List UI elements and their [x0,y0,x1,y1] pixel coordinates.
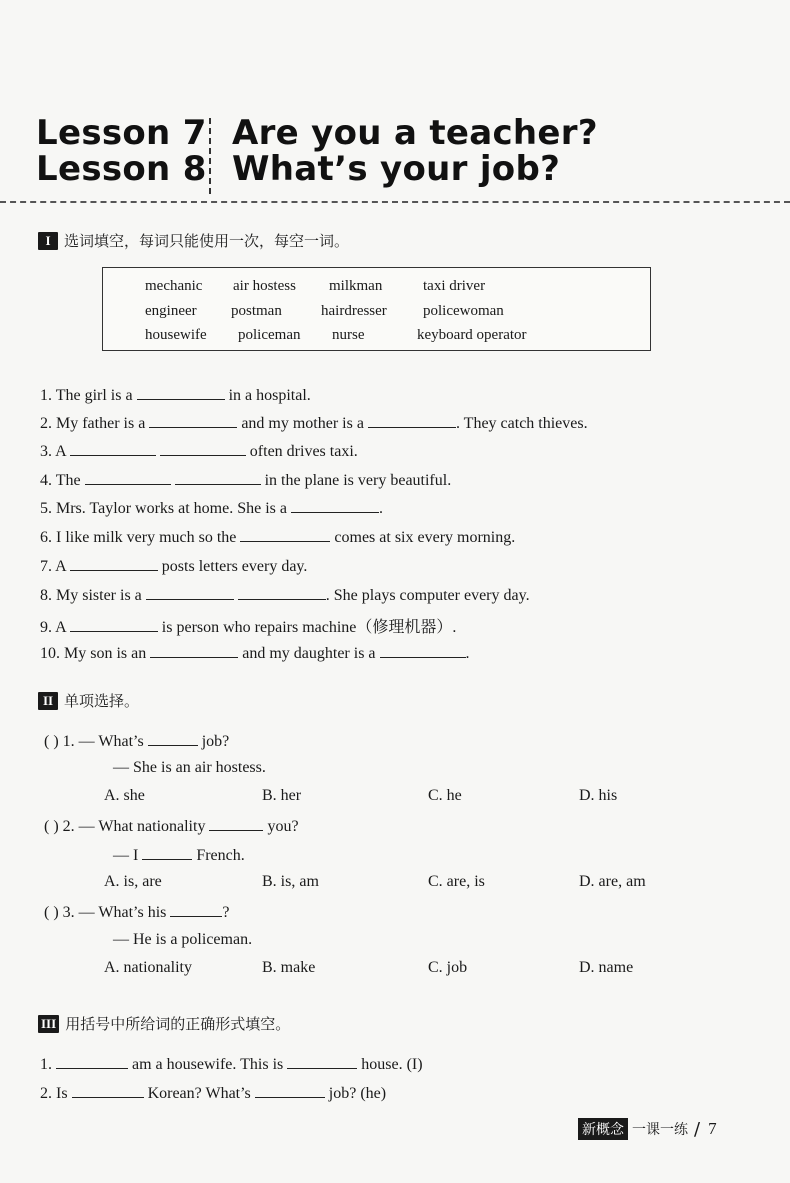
answer-blank[interactable] [70,441,156,456]
word-item: hairdresser [321,303,387,319]
mc-option[interactable]: A. nationality [104,959,192,976]
answer-blank[interactable] [142,845,192,860]
mc-option[interactable]: B. is, am [262,873,319,890]
mc-response-1: — She is an air hostess. [113,759,266,776]
mc-option[interactable]: C. are, is [428,873,485,890]
answer-blank[interactable] [146,585,234,600]
word-item: keyboard operator [417,327,527,343]
lesson-8-title: What’s your job? [232,149,561,189]
page-footer [578,1118,717,1140]
word-item: postman [231,303,282,319]
answer-blank[interactable] [175,470,261,485]
word-item: mechanic [145,278,203,294]
word-bank [102,267,651,351]
fill-item-10: 10. My son is an and my daughter is a . [40,645,470,662]
mc-option[interactable]: C. he [428,787,462,804]
word-item: housewife [145,327,207,343]
section-3-heading [38,1013,290,1034]
word-item: taxi driver [423,278,486,294]
fill-item-1: 1. The girl is a in a hospital. [40,387,311,404]
mc-question-2: ( ) 2. — What nationality you? [44,818,299,835]
mc-option[interactable]: D. his [579,787,618,804]
header-divider [0,201,790,203]
section-1-heading [38,230,349,251]
mc-option[interactable]: B. her [262,787,302,804]
word-item: policewoman [423,303,504,319]
lesson-7-title: Are you a teacher? [232,113,598,153]
answer-blank[interactable] [287,1054,357,1069]
mc-question-1: ( ) 1. — What’s job? [44,733,230,750]
fill-item-4: 4. The in the plane is very beautiful. [40,472,452,489]
section-2-heading [38,690,139,711]
title-divider [209,118,211,194]
answer-blank[interactable] [368,413,456,428]
series-label: 一课一练 [632,1122,688,1138]
mc-option[interactable]: D. name [579,959,634,976]
fill-item-7: 7. A posts letters every day. [40,558,308,575]
answer-blank[interactable] [209,816,263,831]
fill-item-8: 8. My sister is a . She plays computer every day. [40,587,530,604]
word-item: milkman [329,278,383,294]
word-item: policeman [238,327,301,343]
mc-option[interactable]: B. make [262,959,316,976]
answer-blank[interactable] [56,1054,128,1069]
form-item-2: 2. Is Korean? What’s job? (he) [40,1085,387,1102]
lesson-7-label: Lesson 7 [36,113,207,153]
answer-blank[interactable] [255,1083,325,1098]
answer-blank[interactable] [240,527,330,542]
answer-blank[interactable] [170,902,222,917]
answer-blank[interactable] [291,498,379,513]
fill-item-6: 6. I like milk very much so the comes at six every morning. [40,529,516,546]
fill-item-2: 2. My father is a and my mother is a . They catch thieves. [40,415,588,432]
mc-question-3: ( ) 3. — What’s his ? [44,904,230,921]
section-1-instruction: 选词填空，每词只能使用一次，每空一词。 [64,232,350,250]
answer-blank[interactable] [85,470,171,485]
section-2-badge: II [38,692,58,710]
fill-item-9: 9. A is person who repairs machine（修理机器）. [40,619,457,636]
fill-item-5: 5. Mrs. Taylor works at home. She is a . [40,500,383,517]
answer-blank[interactable] [70,556,158,571]
brand-label: 新概念 [578,1118,628,1140]
form-item-1: 1. am a housewife. This is house. (I) [40,1056,423,1073]
section-3-instruction: 用括号中所给词的正确形式填空。 [65,1015,291,1033]
answer-blank[interactable] [149,413,237,428]
mc-option[interactable]: D. are, am [579,873,646,890]
word-item: engineer [145,303,197,319]
section-2-instruction: 单项选择。 [64,692,140,710]
mc-option[interactable]: A. she [104,787,145,804]
answer-blank[interactable] [148,731,198,746]
mc-option[interactable]: A. is, are [104,873,162,890]
section-1-badge: I [38,232,58,250]
answer-blank[interactable] [160,441,246,456]
page-number: 7 [708,1119,717,1138]
answer-blank[interactable] [150,643,238,658]
word-item: nurse [332,327,365,343]
mc-option[interactable]: C. job [428,959,468,976]
section-3-badge: III [38,1015,59,1033]
answer-blank[interactable] [72,1083,144,1098]
answer-blank[interactable] [137,385,225,400]
mc-response-3: — He is a policeman. [113,931,253,948]
answer-blank[interactable] [70,617,158,632]
slash-divider: / [694,1118,701,1140]
answer-blank[interactable] [238,585,326,600]
mc-response-2: — I French. [113,847,245,864]
fill-item-3: 3. A often drives taxi. [40,443,358,460]
answer-blank[interactable] [380,643,466,658]
lesson-8-label: Lesson 8 [36,149,207,189]
word-item: air hostess [233,278,296,294]
